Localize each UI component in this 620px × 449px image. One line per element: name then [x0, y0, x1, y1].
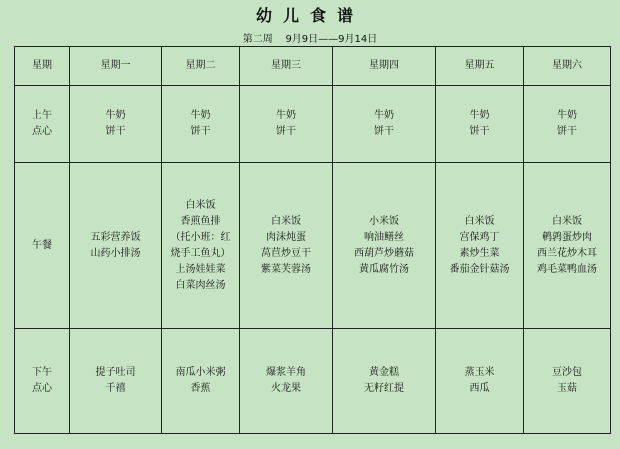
dish-item: 肉沫炖蛋 — [266, 231, 306, 243]
dish-item: 饼干 — [557, 126, 577, 137]
dish-item: 白米饭 — [185, 199, 216, 211]
page-title: 幼儿食谱 — [255, 6, 364, 25]
row-label-line: 下午 — [32, 367, 52, 378]
menu-cell-monday — [70, 329, 162, 434]
dish-item: 香煎鱼排 — [180, 215, 221, 227]
menu-cell-friday — [436, 86, 524, 163]
dish-item: 牛奶 — [374, 110, 394, 121]
dish-item: 饼干 — [469, 126, 490, 137]
header-cell-saturday: 星期六 — [524, 47, 611, 86]
dish-item: 饼干 — [276, 126, 296, 137]
dish-item: 千禧 — [105, 383, 126, 394]
menu-cell-friday — [436, 329, 524, 434]
menu-cell-wednesday — [240, 329, 333, 434]
week-date-range: 第二周 9月9日——9月14日 — [242, 34, 378, 45]
dish-item: 牛奶 — [276, 110, 296, 121]
menu-cell-wednesday — [240, 163, 333, 329]
dish-item: 提子吐司 — [95, 367, 136, 378]
menu-cell-monday — [70, 163, 162, 329]
dish-item: 玉菇 — [557, 383, 577, 394]
dish-item: 香蕉 — [190, 383, 211, 394]
menu-cell-saturday — [524, 163, 611, 329]
dish-item: 白米饭 — [271, 215, 301, 227]
menu-cell-thursday — [333, 163, 436, 329]
menu-cell-thursday — [333, 329, 436, 434]
row-label-line: 午餐 — [32, 239, 52, 251]
dish-item: 小米饭 — [369, 215, 399, 227]
dish-item: 南瓜小米粥 — [175, 367, 226, 378]
lunch-row — [15, 163, 611, 329]
dish-item: 西兰花炒木耳 — [537, 247, 597, 259]
dish-item: 西瓜 — [469, 383, 490, 394]
dish-item: 白米饭 — [552, 215, 582, 227]
dish-item: 西葫芦炒蘑菇 — [354, 247, 414, 259]
header-cell-tuesday: 星期二 — [162, 47, 240, 86]
dish-item: 上汤娃娃菜 — [175, 263, 226, 275]
dish-item: 无籽红提 — [364, 383, 404, 394]
dish-item: 豆沙包 — [552, 367, 582, 378]
dish-item: 牛奶 — [105, 110, 126, 121]
menu-cell-wednesday — [240, 86, 333, 163]
header-cell-wednesday: 星期三 — [240, 47, 333, 86]
dish-item: 番茄金针菇汤 — [449, 263, 510, 275]
menu-cell-monday — [70, 86, 162, 163]
row-label-line: 点心 — [32, 383, 52, 394]
dish-item: 宫保鸡丁 — [459, 231, 500, 243]
menu-cell-tuesday — [162, 163, 240, 329]
header-cell-weekday: 星期 — [15, 47, 70, 86]
menu-table — [14, 46, 611, 434]
row-label-cell — [15, 86, 70, 163]
dish-item: 牛奶 — [190, 110, 211, 121]
dish-item: 爆浆羊角 — [266, 367, 306, 378]
dish-item: 素炒生菜 — [459, 247, 500, 259]
menu-cell-saturday — [524, 86, 611, 163]
dish-item: 鹌鹑蛋炒肉 — [542, 231, 592, 243]
dish-item: 牛奶 — [557, 110, 577, 121]
dish-item: 鸡毛菜鸭血汤 — [537, 263, 597, 275]
dish-item: 莴苣炒豆干 — [261, 247, 311, 259]
dish-item: 饼干 — [105, 126, 126, 137]
dish-item: 五彩营养饭 — [90, 231, 141, 243]
menu-cell-saturday — [524, 329, 611, 434]
dish-item: 火龙果 — [271, 383, 301, 394]
dish-item: 黄瓜腐竹汤 — [359, 263, 409, 275]
header-cell-thursday: 星期四 — [333, 47, 436, 86]
afternoon-snack-row — [15, 329, 611, 434]
row-label-cell — [15, 329, 70, 434]
row-label-cell — [15, 163, 70, 329]
dish-item: 山药小排汤 — [90, 247, 141, 259]
row-label-line: 点心 — [32, 126, 52, 137]
menu-cell-friday — [436, 163, 524, 329]
dish-item: 白菜肉丝汤 — [175, 279, 226, 291]
dish-item: 响油鳝丝 — [364, 231, 404, 243]
dish-item: （托小班：红 — [170, 231, 231, 243]
row-label-line: 上午 — [32, 110, 52, 121]
dish-item: 饼干 — [190, 126, 211, 137]
dish-item: 烧手工鱼丸） — [170, 247, 231, 259]
dish-item: 蒸玉米 — [464, 367, 495, 378]
menu-cell-thursday — [333, 86, 436, 163]
dish-item: 饼干 — [374, 126, 394, 137]
header-cell-monday: 星期一 — [70, 47, 162, 86]
dish-item: 牛奶 — [469, 110, 490, 121]
dish-item: 黄金糕 — [369, 367, 399, 378]
header-cell-friday: 星期五 — [436, 47, 524, 86]
menu-cell-tuesday — [162, 86, 240, 163]
dish-item: 紫菜芙蓉汤 — [261, 263, 311, 275]
header-row — [15, 47, 611, 86]
morning-snack-row — [15, 86, 611, 163]
dish-item: 白米饭 — [464, 215, 495, 227]
menu-cell-tuesday — [162, 329, 240, 434]
